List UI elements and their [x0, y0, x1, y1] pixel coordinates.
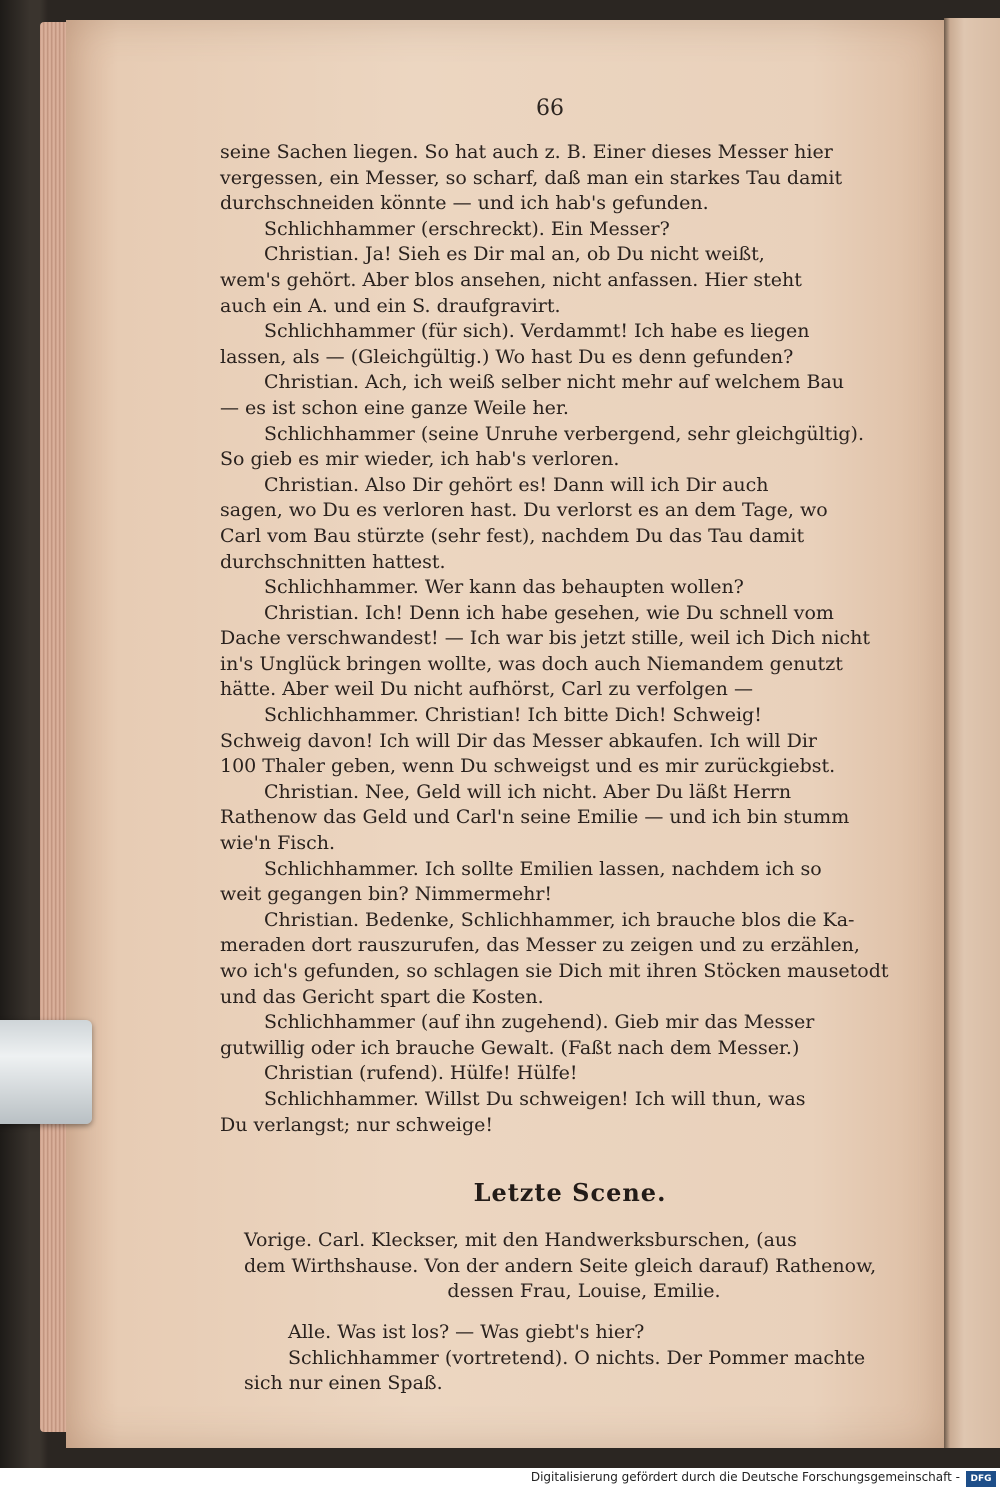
text-line: Schlichhammer. Ich sollte Emilien lassen, nachdem ich so	[264, 857, 822, 880]
text-line: wie'n Fisch.	[220, 832, 336, 855]
text-line: Christian. Also Dir gehört es! Dann will ich Dir auch	[264, 473, 769, 496]
text-line: Schlichhammer (für sich). Verdammt! Ich habe es liegen	[264, 320, 810, 343]
text-line: Schlichhammer. Willst Du schweigen! Ich will thun, was	[264, 1087, 806, 1110]
stage-direction	[244, 1228, 924, 1305]
text-line: Rathenow das Geld und Carl'n seine Emilie — und ich bin stumm	[220, 806, 850, 829]
text-line: 100 Thaler geben, wenn Du schweigst und es mir zurückgiebst.	[220, 755, 836, 778]
closing-dialogue	[244, 1320, 924, 1397]
text-line: Schlichhammer. Christian! Ich bitte Dich! Schweig!	[264, 704, 762, 727]
text-line: Christian. Ja! Sieh es Dir mal an, ob Du nicht weißt,	[264, 243, 765, 266]
stage-direction-line: Vorige. Carl. Kleckser, mit den Handwerksburschen, (aus	[244, 1229, 797, 1251]
text-line: Schweig davon! Ich will Dir das Messer abkaufen. Ich will Dir	[220, 729, 817, 752]
text-line: Schlichhammer (auf ihn zugehend). Gieb mir das Messer	[264, 1011, 815, 1034]
text-line: So gieb es mir wieder, ich hab's verloren.	[220, 448, 620, 471]
text-line: Christian. Ich! Denn ich habe gesehen, wie Du schnell vom	[264, 601, 834, 624]
text-line: durchschnitten hattest.	[220, 550, 446, 573]
text-line: Schlichhammer (seine Unruhe verbergend, sehr gleichgültig).	[264, 422, 865, 445]
text-line: Christian. Ach, ich weiß selber nicht mehr auf welchem Bau	[264, 371, 845, 394]
text-line: durchschneiden könnte — und ich hab's gefunden.	[220, 192, 709, 215]
text-line: vergessen, ein Messer, so scharf, daß man ein starkes Tau damit	[220, 166, 843, 189]
text-line: Christian (rufend). Hülfe! Hülfe!	[264, 1062, 578, 1085]
footer-bar	[0, 1468, 1000, 1491]
text-line: auch ein A. und ein S. draufgravirt.	[220, 294, 561, 317]
body-text	[220, 140, 900, 1138]
text-line: Alle. Was ist los? — Was giebt's hier?	[288, 1321, 645, 1343]
text-line: Dache verschwandest! — Ich war bis jetzt stille, weil ich Dich nicht	[220, 627, 871, 650]
text-line: hätte. Aber weil Du nicht aufhörst, Carl zu verfolgen —	[220, 678, 753, 701]
text-line: — es ist schon eine ganze Weile her.	[220, 396, 569, 419]
stage-direction-line: dem Wirthshause. Von der andern Seite gleich darauf) Rathenow,	[244, 1254, 877, 1277]
text-line: seine Sachen liegen. So hat auch z. B. Einer dieses Messer hier	[220, 141, 833, 163]
text-line: Du verlangst; nur schweige!	[220, 1113, 494, 1136]
bookmark-clip	[0, 1020, 92, 1124]
text-line: Schlichhammer (erschreckt). Ein Messer?	[264, 217, 670, 240]
text-line: gutwillig oder ich brauche Gewalt. (Faßt nach dem Messer.)	[220, 1036, 800, 1059]
text-line: Christian. Bedenke, Schlichhammer, ich brauche blos die Ka-	[264, 908, 855, 931]
text-line: in's Unglück bringen wollte, was doch auch Niemandem genutzt	[220, 652, 843, 675]
text-line: Christian. Nee, Geld will ich nicht. Aber Du läßt Herrn	[264, 780, 792, 803]
text-line: meraden dort rauszurufen, das Messer zu zeigen und zu erzählen,	[220, 934, 860, 957]
page-number: 66	[536, 96, 564, 121]
text-line: Schlichhammer. Wer kann das behaupten wollen?	[264, 576, 744, 599]
stage-direction-line: dessen Frau, Louise, Emilie.	[447, 1280, 721, 1303]
text-line: Schlichhammer (vortretend). O nichts. Der Pommer machte	[288, 1346, 866, 1369]
text-line: weit gegangen bin? Nimmermehr!	[220, 883, 553, 906]
text-line: wem's gehört. Aber blos ansehen, nicht anfassen. Hier steht	[220, 268, 802, 291]
text-line: lassen, als — (Gleichgültig.) Wo hast Du es denn gefunden?	[220, 345, 794, 368]
footer-credit: Digitalisierung gefördert durch die Deutsche Forschungsgemeinschaft -	[530, 1470, 960, 1484]
text-line: wo ich's gefunden, so schlagen sie Dich mit ihren Stöcken mausetodt	[220, 960, 889, 982]
dfg-logo: DFG	[966, 1471, 996, 1487]
text-line: Carl vom Bau stürzte (sehr fest), nachdem Du das Tau damit	[220, 524, 805, 547]
text-line: und das Gericht spart die Kosten.	[220, 985, 544, 1008]
text-line: sich nur einen Spaß.	[244, 1372, 443, 1395]
text-line: sagen, wo Du es verloren hast. Du verlorst es an dem Tage, wo	[220, 499, 828, 522]
facing-page-edge	[944, 18, 1000, 1448]
scene-heading: Letzte Scene.	[473, 1178, 667, 1207]
